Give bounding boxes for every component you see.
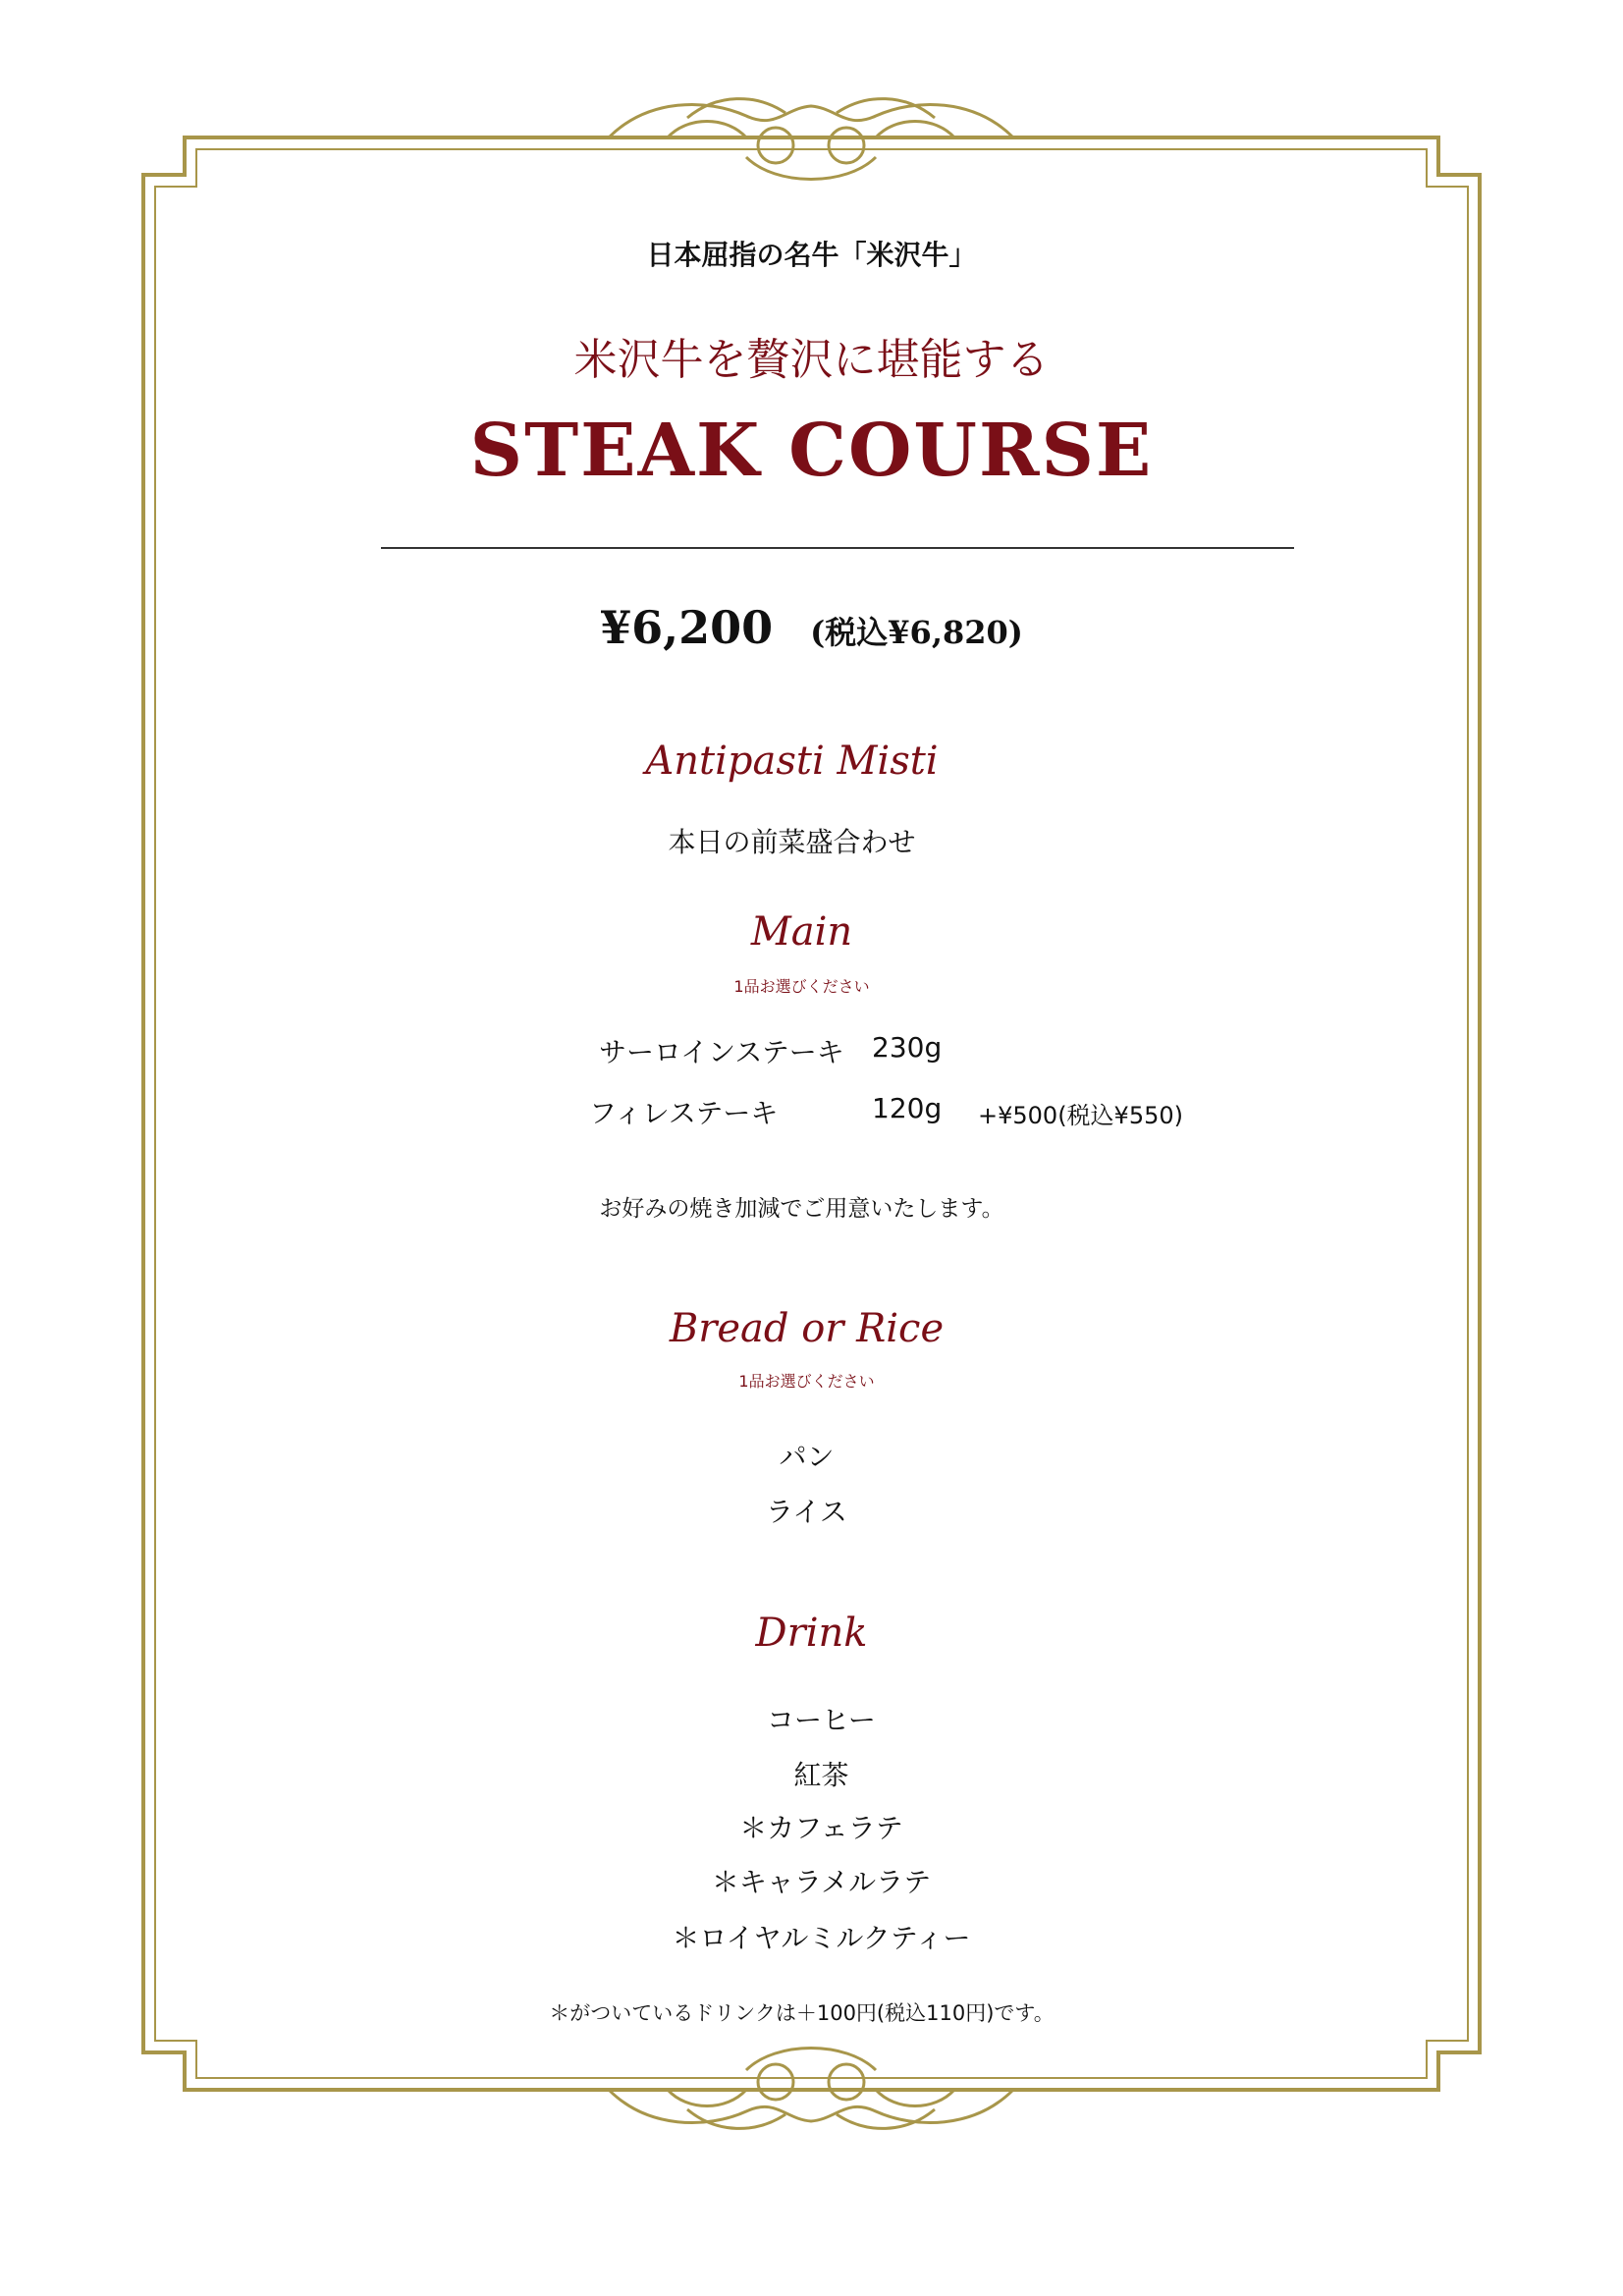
drink-item: ＊キャラメルラテ [711, 1866, 932, 1898]
drink-item: コーヒー [767, 1704, 876, 1736]
price-amount: ¥6,200 [600, 601, 774, 654]
price-tax-included: (税込¥6,820) [810, 614, 1023, 651]
page-title: STEAK COURSE [469, 409, 1154, 493]
main-item-row [0, 1031, 1623, 1070]
section-heading-main: Main [750, 909, 853, 955]
bread-rice-item: パン [779, 1441, 835, 1473]
main-select-note: 1品お選びください [733, 977, 870, 996]
bread-rice-item: ライス [766, 1496, 847, 1528]
drink-item: ＊カフェラテ [739, 1812, 903, 1844]
price-row [0, 601, 1623, 654]
section-heading-antipasti: Antipasti Misti [645, 738, 939, 784]
main-footnote: お好みの焼き加減でご用意いたします。 [599, 1196, 1004, 1222]
drink-item: ＊ロイヤルミルクティー [672, 1922, 971, 1954]
drink-item: 紅茶 [793, 1759, 849, 1791]
subtitle: 米沢牛を贅沢に堪能する [573, 335, 1050, 385]
bread-rice-select-note: 1品お選びください [738, 1372, 875, 1391]
main-item-weight: 120g [872, 1092, 943, 1124]
tagline: 日本屈指の名牛「米沢牛」 [646, 239, 977, 271]
drink-footnote: ＊がついているドリンクは＋100円(税込110円)です。 [549, 2001, 1055, 2025]
section-heading-drink: Drink [755, 1611, 868, 1656]
main-item-weight: 230g [872, 1031, 943, 1064]
main-item-row [0, 1092, 1623, 1131]
divider [381, 547, 1294, 549]
main-item-name: フィレステーキ [589, 1097, 779, 1129]
main-item-extra: +¥500(税込¥550) [978, 1102, 1183, 1129]
antipasti-item: 本日の前菜盛合わせ [668, 826, 916, 858]
main-item-name: サーロインステーキ [599, 1036, 844, 1068]
section-heading-bread-rice: Bread or Rice [669, 1306, 945, 1351]
